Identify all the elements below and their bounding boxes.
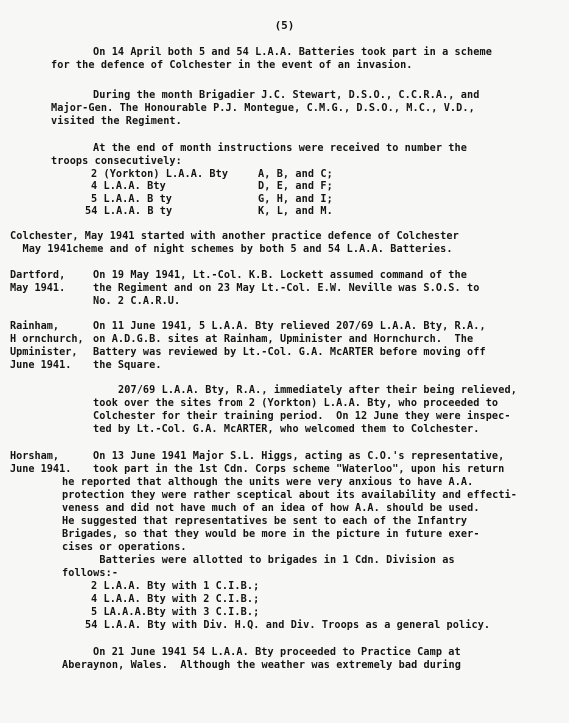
paragraph-line: On 11 June 1941, 5 L.A.A. Bty relieved 207/69 L.A.A. Bty, R.A., [93, 321, 486, 332]
margin-note: May 1941. [10, 283, 66, 294]
paragraph-line: Aberaynon, Wales. Although the weather was extremely bad during [62, 660, 461, 671]
paragraph-line: On 14 April both 5 and 54 L.A.A. Batteries took part in a scheme [93, 47, 492, 58]
margin-note: H ornchurch, [10, 334, 84, 345]
paragraph-line: 207/69 L.A.A. Bty, R.A., immediately after their being relieved, [118, 385, 517, 396]
paragraph-line: veness and did not have much of an idea of how A.A. should be used. [62, 503, 480, 514]
margin-note: Rainham, [10, 321, 60, 332]
paragraph-line: follows:- [62, 568, 119, 579]
margin-note: Dartford, [10, 270, 66, 281]
allotment-item: 2 L.A.A. Bty with 1 C.I.B.; [91, 581, 260, 592]
paragraph-line: On 19 May 1941, Lt.-Col. K.B. Lockett assumed command of the [93, 270, 468, 281]
margin-note: June 1941. [10, 464, 72, 475]
troop-unit: 2 (Yorkton) L.A.A. Bty [91, 169, 229, 180]
paragraph-line: took over the sites from 2 (Yorkton) L.A.A. Bty, who proceeded to [93, 398, 499, 409]
allotment-item: 54 L.A.A. Bty with Div. H.Q. and Div. Troops as a general policy. [85, 620, 491, 631]
paragraph-line: took part in the 1st Cdn. Corps scheme "Waterloo", upon his return [93, 464, 505, 475]
paragraph-line: for the defence of Colchester in the event of an invasion. [51, 60, 413, 71]
paragraph-line: May 1941cheme and of night schemes by both 5 and 54 L.A.A. Batteries. [10, 244, 453, 255]
paragraph-line: During the month Brigadier J.C. Stewart, D.S.O., C.C.R.A., and [93, 90, 480, 101]
paragraph-line: Major-Gen. The Honourable P.J. Montegue, C.M.G., D.S.O., M.C., V.D., [51, 103, 475, 114]
paragraph-line: the Square. [93, 360, 162, 371]
margin-note: Upminister, [10, 347, 78, 358]
paragraph-line: He suggested that representatives be sent to each of the Infantry [62, 516, 468, 527]
paragraph-line: Battery was reviewed by Lt.-Col. G.A. McARTER before moving off [93, 347, 486, 358]
allotment-item: 5 LA.A.A.Bty with 3 C.I.B.; [91, 607, 260, 618]
paragraph-line: he reported that although the units were very anxious to have A.A. [62, 477, 474, 488]
margin-note: Horsham, [10, 451, 60, 462]
troop-letters: K, L, and M. [258, 206, 333, 217]
margin-note: June 1941. [10, 360, 72, 371]
paragraph-line: on A.D.G.B. sites at Rainham, Upminister and Hornchurch. The [93, 334, 474, 345]
troop-unit: 5 L.A.A. B ty [91, 194, 173, 205]
troop-letters: D, E, and F; [258, 181, 333, 192]
paragraph-line: visited the Regiment. [51, 116, 182, 127]
paragraph-line: On 13 June 1941 Major S.L. Higgs, acting as C.O.'s representative, [93, 451, 505, 462]
troop-letters: A, B, and C; [258, 169, 333, 180]
paragraph-line: Brigades, so that they would be more in the picture in future exer- [62, 529, 480, 540]
paragraph-line: At the end of month instructions were received to number the [93, 143, 468, 154]
troop-letters: G, H, and I; [258, 194, 333, 205]
paragraph-line: ted by Lt.-Col. G.A. McARTER, who welcomed them to Colchester. [93, 424, 480, 435]
troop-unit: 54 L.A.A. B ty [85, 206, 173, 217]
paragraph-line: On 21 June 1941 54 L.A.A. Bty proceeded to Practice Camp at [93, 647, 461, 658]
paragraph-line: troops consecutively: [51, 156, 182, 167]
paragraph-line: Colchester, May 1941 started with another practice defence of Colchester [10, 231, 459, 242]
page-number: (5) [274, 19, 295, 32]
paragraph-line: the Regiment and on 23 May Lt.-Col. E.W. Neville was S.O.S. to [93, 283, 480, 294]
paragraph-line: Batteries were allotted to brigades in 1 Cdn. Division as [62, 555, 455, 566]
allotment-item: 4 L.A.A. Bty with 2 C.I.B.; [91, 594, 260, 605]
paragraph-line: protection they were rather sceptical about its availability and effecti- [62, 490, 518, 501]
troop-unit: 4 L.A.A. Bty [91, 181, 166, 192]
paragraph-line: cises or operations. [62, 542, 187, 553]
paragraph-line: No. 2 C.A.R.U. [93, 296, 181, 307]
paragraph-line: Colchester for their training period. On 12 June they were inspec- [93, 411, 511, 422]
